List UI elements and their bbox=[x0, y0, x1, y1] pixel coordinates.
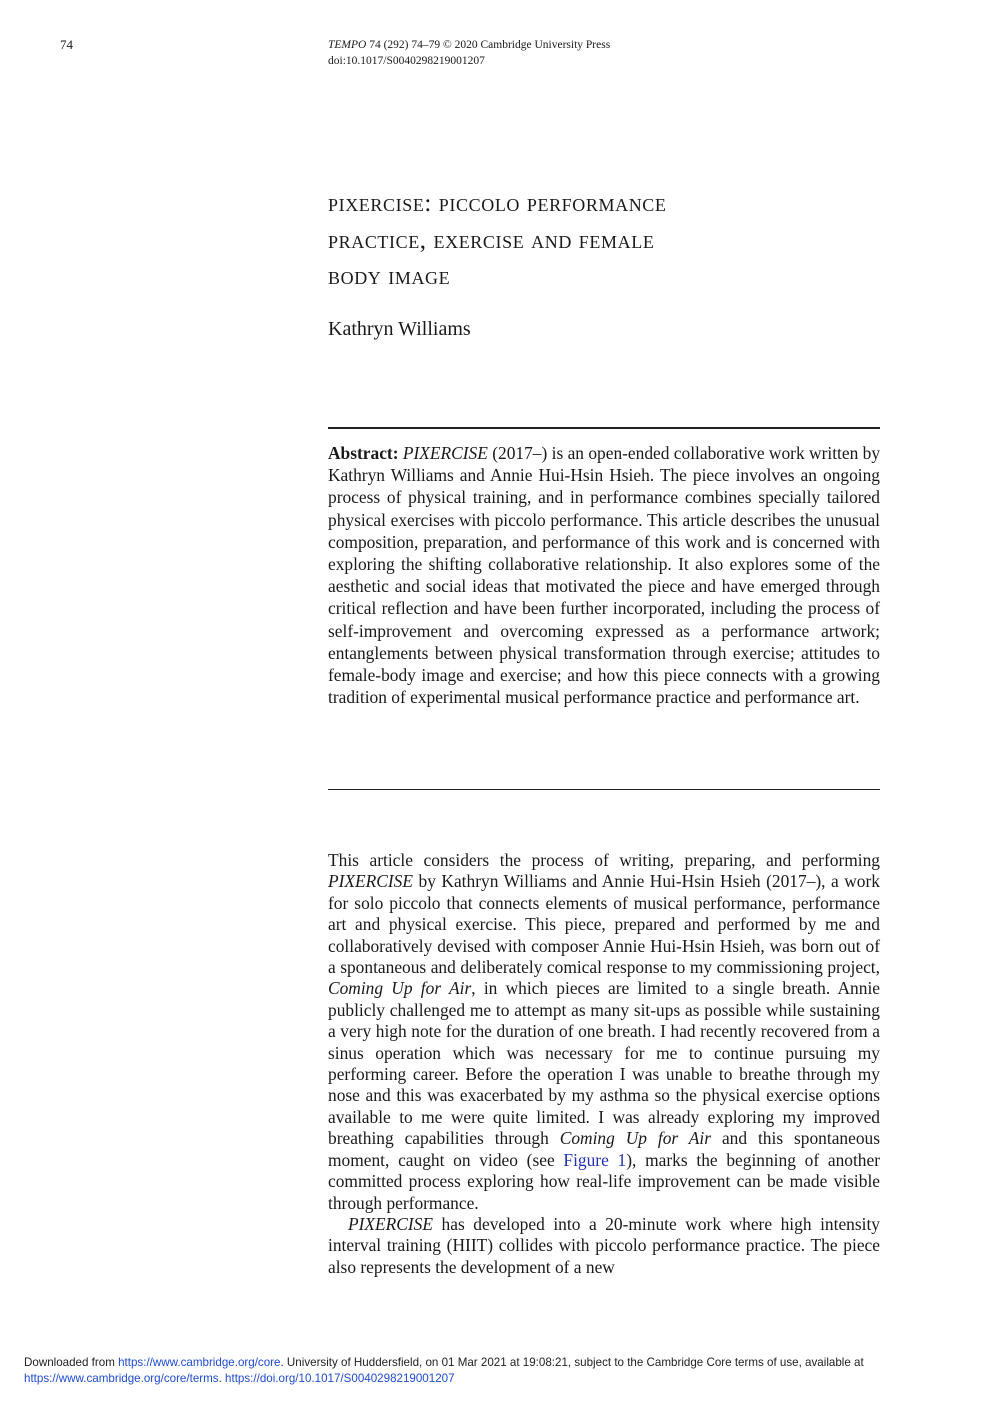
body-text-run: ), marks the beginning of another committed process exploring how real-life improvement can be made visible through performance. bbox=[328, 1149, 880, 1213]
title-line-1: pixercise: piccolo performance bbox=[328, 190, 667, 217]
journal-name: TEMPO bbox=[328, 39, 367, 51]
project-title-italic: Coming Up for Air bbox=[559, 1128, 712, 1149]
body-paragraph-2 bbox=[328, 1214, 880, 1278]
abstract-work-title: PIXERCISE bbox=[402, 443, 488, 463]
doi-link[interactable]: https://doi.org/10.1017/S0040298219001207 bbox=[225, 1372, 455, 1385]
body-text-run: and this spontaneous moment, caught on video (see bbox=[328, 1128, 881, 1170]
doi-text: doi:10.1017/S0040298219001207 bbox=[328, 55, 485, 67]
footer-text: Downloaded from bbox=[24, 1356, 119, 1369]
abstract-text: (2017–) is an open-ended collaborative work written by Kathryn Williams and Annie Hui-Hsin Hsieh. The piece involves an ongoing process of physical training, and in performance combines specially tailored physical exercises with piccolo performance. This article describes the unusual composition, preparation, and performance of this work and is concerned with exploring the shifting collaborative relationship. It also explores some of the aesthetic and social ideas that motivated the piece and have emerged through critical reflection and have been further incorporated, including the process of self-improvement and overcoming expressed as a performance artwork; entanglements between physical transformation through exercise; attitudes to female-body image and exercise; and how this piece connects with a growing tradition of experimental musical performance practice and performance art. bbox=[328, 443, 881, 708]
body-paragraph-1 bbox=[328, 850, 880, 1214]
body-text-run: , in which pieces are limited to a single breath. Annie publicly challenged me to attempt as many sit-ups as possible while sustaining a very high note for the duration of one breath. I had recently recovered from a sinus operation which was necessary for me to continue pursuing my performing career. Before the operation I was unable to breathe through my nose and this was exacerbated by my asthma so the physical exercise options available to me were quite limited. I was already exploring my improved breathing capabilities through bbox=[328, 978, 880, 1149]
figure-1-link[interactable]: Figure 1 bbox=[563, 1149, 627, 1170]
abstract bbox=[328, 442, 880, 708]
abstract-bottom-rule bbox=[328, 789, 880, 790]
terms-link[interactable]: https://www.cambridge.org/core/terms bbox=[24, 1372, 219, 1385]
body-text-run: by Kathryn Williams and Annie Hui-Hsin Hsieh (2017–), a work for solo piccolo that connects elements of musical performance, performance art and physical exercise. This piece, prepared and performed by me and collaboratively devised with composer Annie Hui-Hsin Hsieh, was born out of a spontaneous and deliberately comical response to my commissioning project, bbox=[328, 871, 880, 978]
body-text-run: has developed into a 20-minute work where high intensity interval training (HIIT) collides with piccolo performance practice. The piece also represents the development of a new bbox=[328, 1213, 880, 1277]
title-line-3: body image bbox=[328, 263, 451, 290]
article-body bbox=[328, 850, 880, 1278]
title-line-2: practice, exercise and female bbox=[328, 226, 655, 254]
article-title bbox=[328, 186, 888, 296]
footer-separator: . bbox=[218, 1372, 226, 1385]
project-title-italic: Coming Up for Air bbox=[328, 978, 472, 999]
citation-details: 74 (292) 74–79 © 2020 Cambridge University Press bbox=[369, 39, 611, 51]
work-title-italic: PIXERCISE bbox=[328, 871, 413, 892]
footer-text: . University of Huddersfield, on 01 Mar 2021 at 19:08:21, subject to the Cambridge Core terms of use, available at bbox=[280, 1356, 864, 1369]
cambridge-core-link[interactable]: https://www.cambridge.org/core bbox=[118, 1356, 281, 1369]
abstract-label: Abstract: bbox=[328, 443, 399, 463]
journal-citation bbox=[328, 37, 610, 69]
download-footer bbox=[24, 1355, 974, 1387]
abstract-top-rule bbox=[328, 427, 880, 429]
author-name: Kathryn Williams bbox=[328, 318, 471, 340]
work-title-italic: PIXERCISE bbox=[348, 1213, 433, 1234]
page-number: 74 bbox=[60, 37, 73, 52]
body-text-run: This article considers the process of writing, preparing, and performing bbox=[328, 850, 880, 870]
